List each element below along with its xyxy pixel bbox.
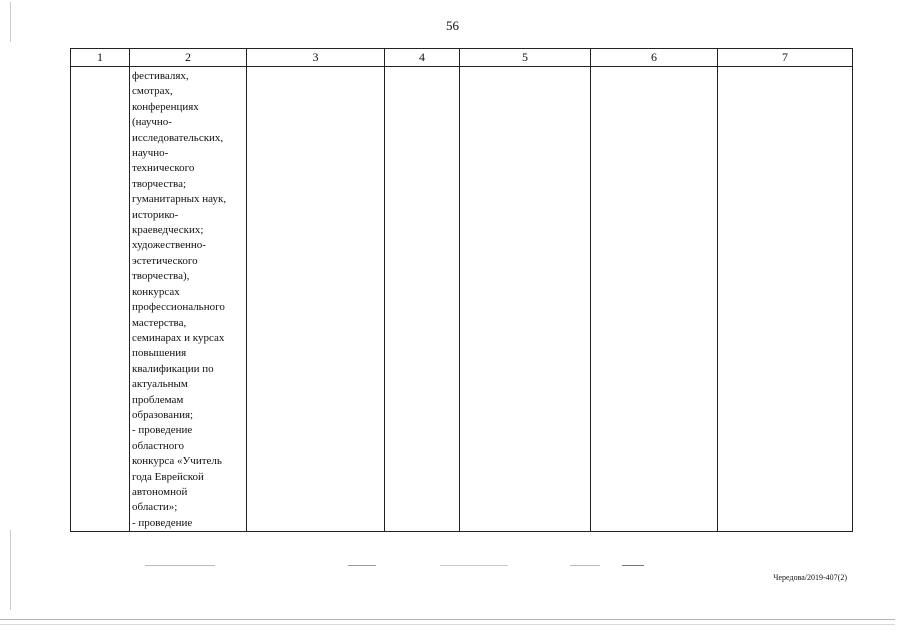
column-header-7: 7 (718, 49, 853, 67)
scan-artifact-line (10, 530, 11, 610)
column-header-1: 1 (71, 49, 130, 67)
text-line: семинарах и курсах (132, 331, 225, 344)
table-header-row (71, 49, 853, 67)
text-line: - проведение (132, 424, 193, 437)
scan-artifact-line (0, 624, 895, 625)
table-cell-col2 (130, 67, 247, 532)
table-cell-col7 (718, 67, 853, 532)
text-line: творчества; (132, 177, 187, 190)
text-line: смотрах, (132, 85, 173, 98)
text-line: художественно- (132, 239, 206, 252)
activity-description (130, 67, 246, 531)
scan-artifact-line (0, 619, 895, 620)
text-line: квалификации по (132, 362, 214, 375)
text-line: конкурса «Учитель (132, 455, 222, 468)
table-cell-col6 (591, 67, 718, 532)
table-cell-col5 (460, 67, 591, 532)
text-line: профессионального (132, 301, 225, 314)
scan-artifact-line (10, 2, 11, 42)
text-line: исследовательских, (132, 131, 224, 144)
document-table (70, 48, 853, 532)
table-cell-col3 (247, 67, 385, 532)
text-line: (научно- (132, 116, 172, 129)
text-line: конференциях (132, 100, 199, 113)
table-row (71, 67, 853, 532)
scan-artifact-line (348, 565, 376, 566)
text-line: проблемам (132, 393, 184, 406)
text-line: фестивалях, (132, 70, 189, 82)
column-header-5: 5 (460, 49, 591, 67)
text-line: мастерства, (132, 316, 187, 329)
text-line: актуальным (132, 378, 188, 391)
text-line: эстетического (132, 254, 198, 267)
scan-artifact-line (145, 565, 215, 566)
column-header-2: 2 (130, 49, 247, 67)
text-line: научно- (132, 147, 169, 160)
page-number: 56 (446, 18, 459, 33)
text-line: творчества), (132, 270, 190, 283)
text-line: гуманитарных наук, (132, 193, 227, 206)
text-line: краеведческих; (132, 224, 204, 237)
text-line: автономной (132, 485, 188, 498)
column-header-4: 4 (385, 49, 460, 67)
document-footer-code: Чередова/2019-407(2) (773, 573, 847, 582)
text-line: - проведение (132, 516, 193, 529)
column-header-3: 3 (247, 49, 385, 67)
text-line: конкурсах (132, 285, 180, 298)
scan-artifact-line (440, 565, 508, 566)
text-line: года Еврейской (132, 470, 204, 483)
scan-artifact-line (570, 565, 600, 566)
text-line: области»; (132, 501, 178, 514)
text-line: повышения (132, 347, 187, 360)
table-cell-col4 (385, 67, 460, 532)
scan-artifact-line (622, 565, 644, 566)
text-line: технического (132, 162, 195, 175)
column-header-6: 6 (591, 49, 718, 67)
table-cell-col1 (71, 67, 130, 532)
text-line: историко- (132, 208, 179, 221)
text-line: образования; (132, 408, 194, 421)
text-line: областного (132, 439, 185, 452)
